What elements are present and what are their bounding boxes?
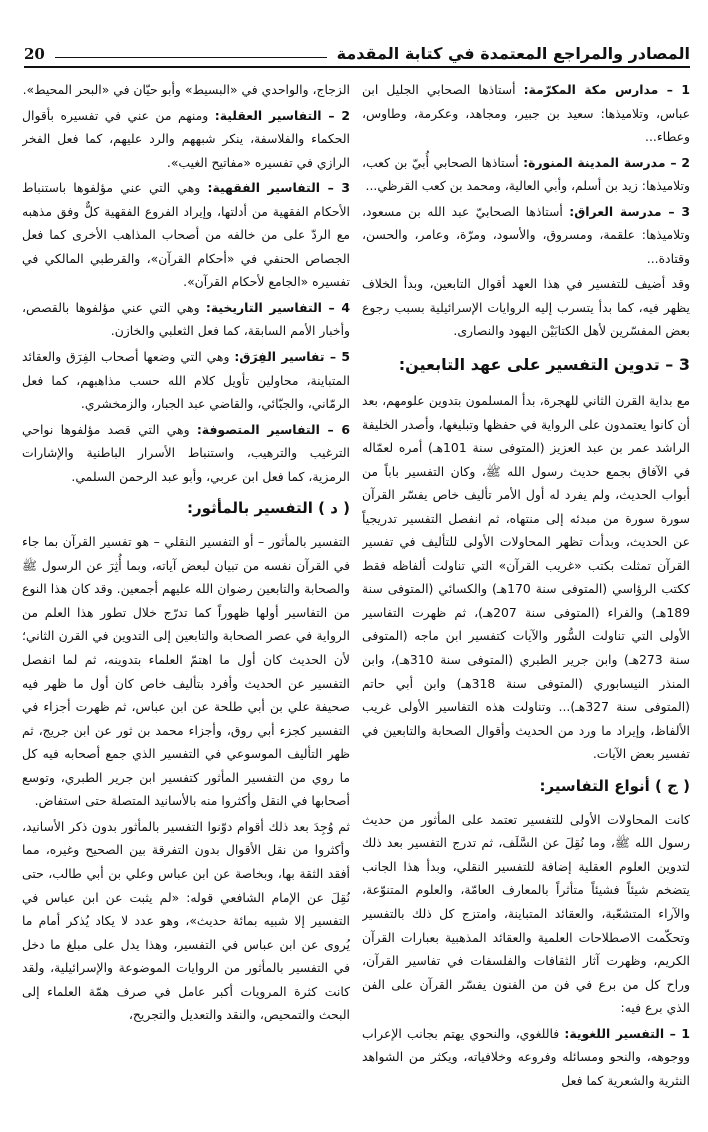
paragraph: مع بداية القرن الثاني للهجرة، بدأ المسلمون بتدوين علومهم، بعد أن كانوا يعتمدون على الرواية في حفظها وتبليغها، وأصدر الخليفة الراشد عمر بن عبد العزيز (المتوفى سنة 101هـ) أمره لعمّاله في الآفاق بجمع حديث رسول الله ﷺ، وكان التفسير باباً من أبواب الحديث، ولم يفرد له أول الأمر تأليف خاص يفسّر القرآن سورة سورة من مبدئه إلى منتهاه، ثم انفصل التفسير تدريجياً عن الحديث، وبدأت تظهر المحاولات الأولى للتأليف في تفسير القرآن تمثلت بكتب «غريب القرآن» التي تناولت ألفاظه فقط ككتب الرؤاسي (المتوفى سنة 170هـ) والكسائي (المتوفى سنة 189هـ) والفراء (المتوفى سنة 207هـ)، ثم ظهرت التفاسير الأولى التي تناولت السُّور والآيات كتفسير ابن ماجه (المتوفى سنة 273هـ) وابن جرير الطبري (المتوفى سنة 310هـ)، وابن المنذر النيسابوري (المتوفى سنة 318هـ) وابن أبي حاتم (المتوفى سنة 327هـ)... وتناولت هذه التفاسير الأولى غريب الألفاظ، وإيراد ما ورد من الحديث وأقوال الصحابة والتابعين في تفسير بعض الآيات. bbox=[362, 393, 690, 762]
right-column bbox=[362, 78, 690, 1118]
paragraph bbox=[362, 1022, 690, 1093]
paragraph-label: 2 – مدرسة المدينة المنورة: bbox=[523, 154, 690, 170]
section-heading: ( ج ) أنواع التفاسير: bbox=[539, 776, 690, 795]
paragraph: ثم وُجِدَ بعد ذلك أقوام دوّنوا التفسير بالمأثور بدون ذكر الأسانيد، وأكثروا من نقل الأقوال بدون التفرقة بين الصحيح وغيره، مما أفقد الثقة بها، وبخاصة عن ابن عباس وعلي بن أبي طالب، حتى نُقِلَ عن الإمام الشافعي قوله: «لم يثبت عن ابن عباس في التفسير إلا شبيه بمائة حديث»، وهو عدد لا يكاد يُذكر أمام ما يُروى عن ابن عباس في التفسير، وهذا يدل على مبلغ ما دخل في التفسير بالمأثور من الروايات الموضوعة والإسرائيلية، ولقد كانت كثرة المرويات أكبر عامل في صرف همّة العلماء إلى البحث والتمحيص، والنقد والتعديل والتجريح، bbox=[22, 818, 350, 1023]
paragraph-text: وهي التي وضعها أصحاب الفِرَق والعقائد المتباينة، محاولين تأويل كلام الله حسب مذاهبهم، كما فعل الرمّاني، والجبّائي، والقاضي عبد الجبار، والزمخشري. bbox=[22, 349, 350, 412]
paragraph-label: 6 – التفاسير المتصوفة: bbox=[196, 421, 350, 437]
paragraph-text: الزجاج، والواحدي في «البسيط» وأبو حيّان في «البحر المحيط». bbox=[22, 82, 350, 97]
paragraph-text: أستاذها الصحابي الجليل ابن عباس، وتلاميذها: سعيد بن جبير، ومجاهد، وعكرمة، وطاوس، وعطاء... bbox=[362, 82, 690, 145]
paragraph bbox=[362, 272, 690, 343]
paragraph: التفسير بالمأثور – أو التفسير النقلي – هو تفسير القرآن بما جاء في القرآن نفسه من تبيان لبعض آياته، وبما أُثِرَ عن الرسول ﷺ والصحابة والتابعين رضوان الله عليهم أجمعين. وقد كان هذا النوع من التفاسير أولها ظهوراً كما تدرّج خلال تطور هذا العلم من الرواية في عصر الصحابة والتابعين إلى التدوين في القرن الثاني؛ لأن الحديث كان أول ما اهتمّ العلماء بتدوينه، ثم لما انفصل التفسير عن الحديث وأفرد بتأليف خاص كان أول ما ظهر فيه صحيفة علي بن أبي طلحة عن ابن عباس، ثم ظهرت أجزاء في التفسير كجزء أبي روق، وأجزاء محمد بن ثور عن ابن جريج، ثم ظهر التأليف الموسوعي في التفسير الذي جمع أصحابه فيه كل ما روي من التفسير المأثور كتفسير ابن جرير الطبري، وتوسع أصحابها في النقل وأكثروا منه بالأسانيد المتصلة حتى استفاض. bbox=[22, 534, 350, 809]
paragraph bbox=[22, 296, 350, 343]
paragraph-text: فاللغوي، والنحوي يهتم بجانب الإعراب ووجوهه، والنحو ومسائله وفروعه وخلافياته، ويكثر من الشواهد النثرية والشعرية كما فعل bbox=[362, 1025, 690, 1088]
paragraph-text: أستاذها الصحابيّ عبد الله بن مسعود، وتلاميذها: علقمة، ومسروق، والأسود، ومرّة، وعامر، والحسن، وقتادة... bbox=[362, 203, 690, 266]
paragraph bbox=[22, 345, 350, 416]
paragraph-text: وهي التي عني مؤلفوها باستنباط الأحكام الفقهية من أدلتها، وإيراد الفروع الفقهية كلٌّ وفق مذهبه مع الردّ على من خالفه من أصحاب المذاهب الأخرى كما فعل الجصاص الحنفي في «أحكام القرآن»، والقرطبي المالكي في تفسيره «الجامع لأحكام القرآن». bbox=[22, 180, 350, 290]
section-heading: 3 – تدوين التفسير على عهد التابعين: bbox=[398, 355, 690, 375]
paragraph-label: 1 – مدارس مكة المكرّمة: bbox=[523, 82, 690, 97]
page-number: 20 bbox=[24, 45, 45, 63]
paragraph-label: 1 – التفسير اللغوية: bbox=[564, 1025, 690, 1041]
paragraph bbox=[22, 78, 350, 102]
paragraph-label: 4 – التفاسير التاريخية: bbox=[205, 299, 350, 315]
paragraph-text: وهي التي عني مؤلفوها بالقصص، وأخبار الأمم السابقة، كما فعل الثعلبي والخازن. bbox=[22, 299, 350, 339]
section-heading: ( د ) التفسير بالمأثور: bbox=[187, 499, 350, 518]
header-rule bbox=[55, 57, 327, 58]
left-column bbox=[22, 78, 350, 1118]
running-title: المصادر والمراجع المعتمدة في كتابة المقدمة bbox=[336, 44, 690, 63]
paragraph-label: 5 – تفاسير الفِرَق: bbox=[234, 349, 350, 365]
paragraph-label: 3 – مدرسة العراق: bbox=[569, 203, 690, 219]
paragraph bbox=[362, 78, 690, 149]
paragraph bbox=[22, 104, 350, 175]
paragraph-text: وقد أضيف للتفسير في هذا العهد أقوال التابعين، وبدأ الخلاف يظهر فيه، كما بدأ يتسرب إليه الروايات الإسرائيلية بسبب رجوع بعض المفسّرين لأهل الكتابَيْن اليهود والنصارى. bbox=[362, 276, 690, 339]
paragraph bbox=[362, 200, 690, 271]
paragraph-label: 2 – التفاسير العقلية: bbox=[214, 107, 350, 123]
paragraph bbox=[362, 151, 690, 198]
page-header bbox=[24, 36, 690, 68]
paragraph-text: ومنهم من عني في تفسيره بأقوال الحكماء والفلاسفة، ينكر شبههم والرد عليهم، كما فعل الفخر الرازي في تفسيره «مفاتيح الغيب». bbox=[22, 107, 350, 170]
paragraph-text: أستاذها الصحابي أُبيّ بن كعب، وتلاميذها: زيد بن أسلم، وأبي العالية، ومحمد بن كعب القرظي... bbox=[362, 154, 690, 194]
paragraph: كانت المحاولات الأولى للتفسير تعتمد على المأثور من حديث رسول الله ﷺ، وما نُقِلَ عن السَّلَف، ثم تدرج التفسير بعد ذلك لتدوين العلوم العقلية إضافة للتفسير النقلي، وبدأ هذا الجانب يتضخم شيئاً فشيئاً متأثراً بالمعارف العامّة، والعلوم المتنوّعة، والآراء المتشعّبة، والعقائد المتباينة، وامتزج كل ذلك بالتفسير وتحكّمت الاصطلاحات العلمية والعقائد المذهبية بعبارات القرآن الكريم، وظهرت آثار الثقافات والفلسفات في تفاسير القرآن، وراح كل من برع في فن من الفنون يفسّر القرآن على الفن الذي برع فيه: bbox=[362, 811, 690, 1016]
paragraph-label: 3 – التفاسير الفقهية: bbox=[207, 180, 350, 196]
paragraph bbox=[22, 176, 350, 294]
paragraph-text: وهي التي قصد مؤلفوها نواحي الترغيب والترهيب، واستنباط الأسرار الباطنية والإشارات الرمزية، كما فعل ابن عربي، وأبو عبد الرحمن السلمي. bbox=[22, 421, 350, 484]
paragraph bbox=[22, 418, 350, 489]
